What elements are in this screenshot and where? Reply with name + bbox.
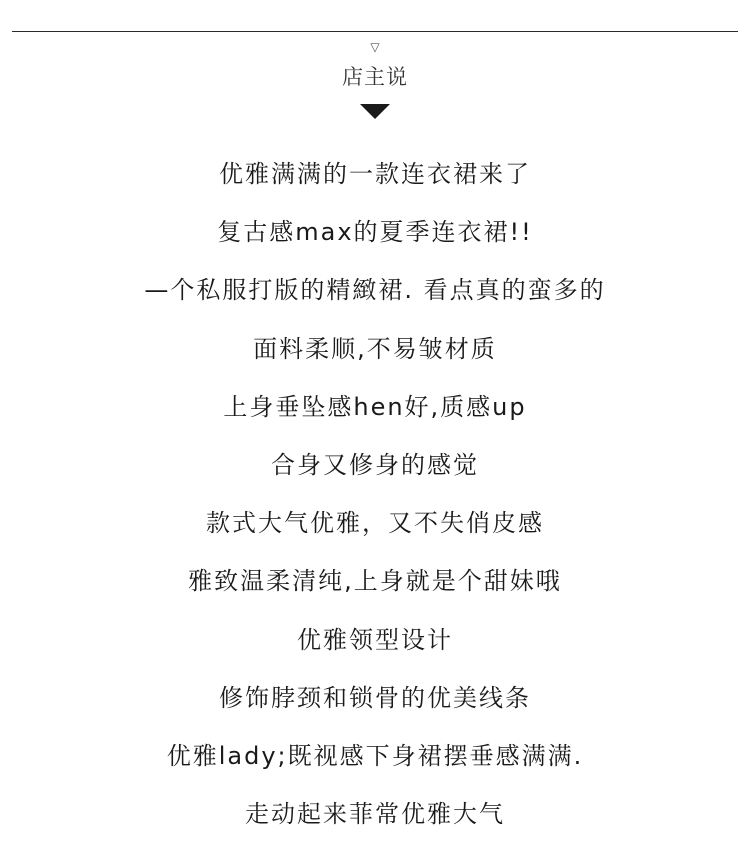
description-line: 面料柔顺,不易皱材质: [253, 334, 497, 363]
description-line: 款式大气优雅，又不失俏皮感: [206, 509, 544, 538]
description-line: 优雅满满的一款连衣裙来了: [219, 160, 531, 188]
down-triangle-icon: [360, 104, 390, 119]
description-line: 合身又修身的感觉: [271, 450, 479, 479]
section-title: 店主说: [342, 65, 408, 89]
top-divider: [12, 31, 738, 32]
description-line: 优雅lady;既视感下身裙摆垂感满满.: [166, 741, 584, 770]
small-down-arrow-icon: ▽: [370, 40, 380, 54]
description-line: 上身垂坠感hen好,质感up: [223, 392, 527, 421]
description-line: 走动起来菲常优雅大气: [245, 800, 505, 829]
description-lines: [0, 154, 750, 852]
description-line: 雅致温柔清纯,上身就是个甜妹哦: [188, 567, 562, 596]
description-line: 修饰脖颈和锁骨的优美线条: [219, 683, 531, 712]
description-line: 复古感max的夏季连衣裙!!: [217, 218, 533, 247]
description-line: —个私服打版的精緻裙. 看点真的蛮多的: [144, 276, 606, 305]
description-line: 优雅领型设计: [297, 625, 453, 654]
